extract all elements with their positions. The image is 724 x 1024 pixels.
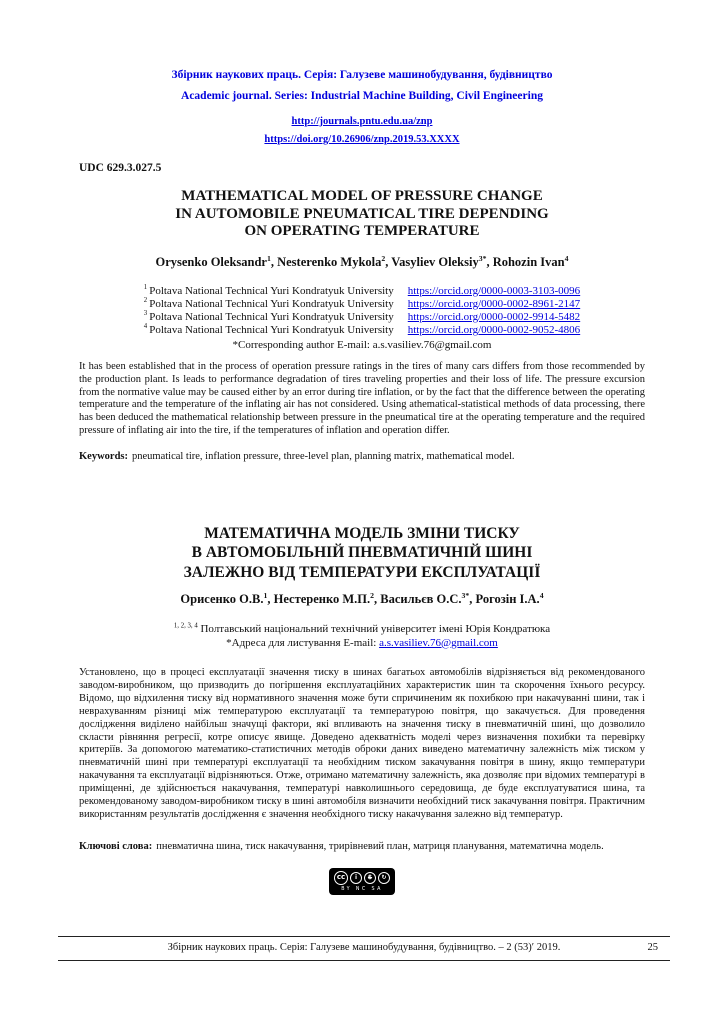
- by-icon: i: [350, 872, 362, 884]
- authors-line-uk: [79, 592, 645, 607]
- orcid-link[interactable]: https://orcid.org/0000-0002-8961-2147: [407, 297, 581, 310]
- article-title-en-line1: MATHEMATICAL MODEL OF PRESSURE CHANGE: [181, 188, 543, 204]
- affiliation-text: $^4$ Poltava National Technical Yuri Kondratyuk University: [143, 323, 394, 337]
- page-number: 25: [647, 942, 658, 953]
- author-uk: Рогозін І.А.$^4$: [475, 590, 544, 607]
- cc-icons-row: [334, 871, 390, 885]
- author-uk: Нестеренко М.П.$^2$,: [273, 590, 381, 607]
- article-title-uk-line3: ЗАЛЕЖНО ВІД ТЕМПЕРАТУРИ ЕКСПЛУАТАЦІЇ: [183, 563, 541, 581]
- affiliations-en: [79, 285, 645, 338]
- email-link[interactable]: a.s.vasiliev.76@gmail.com: [379, 636, 498, 649]
- keywords-label-uk: Ключові слова:: [79, 840, 153, 852]
- orcid-link[interactable]: https://orcid.org/0000-0003-3103-0096: [407, 284, 581, 297]
- article-title-uk-line1: МАТЕМАТИЧНА МОДЕЛЬ ЗМІНИ ТИСКУ: [204, 524, 520, 542]
- author-uk: Васильєв О.С.$^{3*}$,: [380, 590, 476, 607]
- keywords-uk: [79, 840, 645, 853]
- journal-title-uk: Збірник наукових праць. Серія: Галузеве машинобудування, будівництво: [171, 69, 553, 81]
- article-title-uk: [79, 524, 645, 583]
- affiliation-uk: [79, 623, 645, 650]
- affiliation-row: [79, 285, 645, 298]
- article-title-uk-line2: В АВТОМОБІЛЬНІЙ ПНЕВМАТИЧНІЙ ШИНІ: [191, 544, 533, 562]
- journal-site-link[interactable]: http://journals.pntu.edu.ua/znp: [291, 116, 433, 127]
- orcid-link[interactable]: https://orcid.org/0000-0002-9914-5482: [407, 310, 581, 323]
- orcid-link[interactable]: https://orcid.org/0000-0002-9052-4806: [407, 324, 581, 337]
- corresponding-author-en: *Corresponding author E-mail: a.s.vasiliev.76@gmail.com: [232, 339, 492, 352]
- author-en: Rohozin Ivan$^4$: [492, 253, 569, 269]
- cc-caption: BY NC SA: [341, 885, 383, 892]
- author-en: Nesterenko Mykola$^2$,: [277, 253, 392, 269]
- abstract-en: It has been established that in the process of operation pressure ratings in the tires of many cars differs from those recommended by the production plant. Is leads to performance degradation of tires traveling properties and their loss of life. The pressure excursion from the normative value may be caused either by an error during tire inflation, or by the fact that the difference between the operating temperature and the temperature of the inflating air has not considered. Using athematical-statistical methods of data processing, there has been deduced the mathematical relationship between pressure in the pneumatical tire at the operating temperature and the required pressure of inflating air into the tire, if the temperatures of inflation and operation differ.: [79, 361, 645, 436]
- cc-icon: cc: [334, 871, 348, 885]
- affiliation-row: [79, 324, 645, 337]
- article-title-en: [79, 188, 645, 241]
- authors-line-en: [79, 255, 645, 270]
- sa-icon: ↻: [378, 872, 390, 884]
- abstract-uk: Установлено, що в процесі експлуатації значення тиску в шинах багатьох автомобілів відрізняється від рекомендованого заводом-виробником, що призводить до погіршення експлуатаційних характеристик шин та скорочення їхнього ресурсу. Відомо, що відхилення тиску від нормативного значення може бути спричиненим як похибкою при накачуванні шини, так і неврахуванням різниці між температурою експлуатації та температурою повітря, що закачується. Для проведення дослідження виділено найбільш значущі фактори, які впливають на значення тиску в пневматичній шині, що дозволило скласти рівняння регресії, котре описує явище. Доведено адекватність моделі через визначення похибки та перевірку критеріїв. За допомогою математико-статистичних методів оброки даних виведено математичну залежність між тиском у пневматичній шині при температурі експлуатації та необхідним тиском закачування повітря в шину, якщо температури накачування та експлуатації відрізняються. Отже, отримано математичну залежність, яка дозволяє при відомих температурі в приміщенні, де здійснюється накачування, температурі навколишнього середовища, де буде експлуатуватися шина, та рекомендованому заводом-виробником тиску в шині автомобіля визначити необхідний тиск закачування повітря. Практичним використанням результатів дослідження є значення необхідного тиску накачування залежно від температур.: [79, 667, 645, 820]
- keywords-text-uk: пневматична шина, тиск накачування, трирівневий план, матриця планування, математична модель.: [156, 840, 604, 852]
- keywords-label-en: Keywords:: [79, 450, 128, 462]
- keywords-text-en: pneumatical tire, inflation pressure, three-level plan, planning matrix, mathematical model.: [132, 450, 515, 462]
- affiliation-row: [79, 311, 645, 324]
- page-footer: [58, 936, 670, 961]
- author-en: Orysenko Oleksandr$^1$,: [155, 253, 278, 269]
- author-en: Vasyliev Oleksiy$^{3*}$,: [391, 253, 493, 269]
- article-title-en-line3: ON OPERATING TEMPERATURE: [244, 223, 480, 239]
- article-title-en-line2: IN AUTOMOBILE PNEUMATICAL TIRE DEPENDING: [175, 205, 549, 222]
- footer-journal-text: Збірник наукових праць. Серія: Галузеве машинобудування, будівництво. – 2 (53)′ 2019.: [167, 942, 561, 953]
- affiliation-text: $^3$ Poltava National Technical Yuri Kondratyuk University: [143, 310, 394, 323]
- cc-license-badge[interactable]: [329, 868, 395, 895]
- corresponding-author-uk: *Адреса для листування E-mail: a.s.vasiliev.76@gmail.com: [226, 636, 498, 649]
- doi-link[interactable]: https://doi.org/10.26906/znp.2019.53.XXXX: [264, 134, 460, 145]
- affiliation-row: [79, 298, 645, 311]
- journal-title-en: Academic journal. Series: Industrial Machine Building, Civil Engineering: [181, 90, 543, 102]
- affiliation-text: $^2$ Poltava National Technical Yuri Kondratyuk University: [143, 297, 394, 310]
- license-badge-wrap: [79, 868, 645, 895]
- nc-icon: $: [364, 872, 376, 884]
- author-uk: Орисенко О.В.$^1$,: [180, 590, 274, 607]
- keywords-en: [79, 450, 645, 463]
- udc-code: UDC 629.3.027.5: [79, 162, 162, 174]
- affiliation-text: $^1$ Poltava National Technical Yuri Kondratyuk University: [143, 283, 394, 297]
- affiliation-uk-line: $^{1, 2, 3, 4}$ Полтавський національний технічний університет імені Юрія Кондратюка: [173, 622, 551, 636]
